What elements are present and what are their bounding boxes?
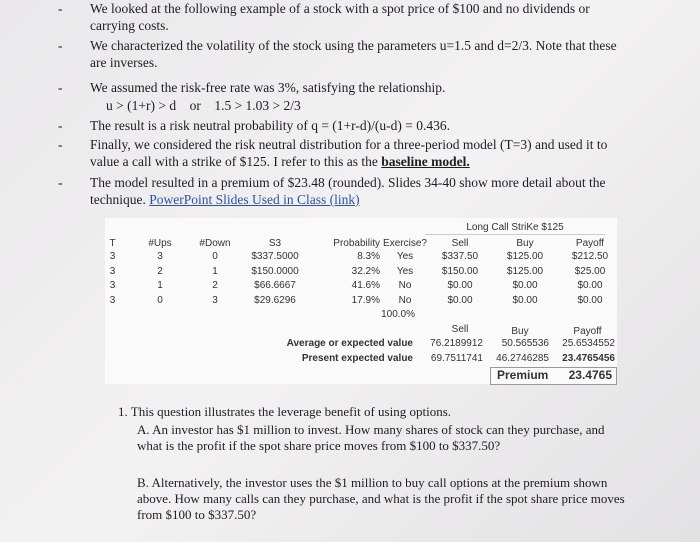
sum-header-payoff: Payoff	[573, 326, 602, 337]
table-cell: 1	[157, 280, 163, 291]
column-header: Exercise?	[383, 238, 427, 249]
column-header: T	[109, 238, 116, 249]
call-valuation-table	[105, 218, 617, 384]
table-cell: $337.50	[441, 251, 479, 262]
bullet-3: - We assumed the risk-free rate was 3%, satisfying the relationship.	[90, 79, 635, 96]
table-cell: 0	[212, 251, 218, 262]
bullet-2: - We characterized the volatility of the stock using the parameters u=1.5 and d=2/3. Note that these are inverses.	[90, 37, 635, 71]
table-cell: $29.6296	[254, 294, 296, 306]
table-cell: 8.3%	[357, 251, 380, 262]
avg-payoff: 25.6534552	[562, 338, 615, 349]
avg-sell: 76.2189912	[430, 338, 483, 349]
table-cell: 0	[157, 294, 163, 306]
pv-payoff: 23.4765456	[562, 353, 615, 364]
table-cell: 3	[109, 251, 116, 262]
bullet-4: - The result is a risk neutral probability of q = (1+r-d)/(u-d) = 0.436.	[90, 117, 635, 134]
table-cell: No	[398, 280, 412, 291]
question-a: A. An investor has $1 million to invest. How many shares of stock can they purchase, and what is the profit if the spot share price moves from $100 to $337.50?	[137, 422, 605, 453]
table-cell: $0.00	[447, 280, 473, 291]
table-cell: $150.00	[441, 265, 479, 277]
baseline-model-term: baseline model.	[381, 154, 470, 169]
slides-link[interactable]: PowerPoint Slides Used in Class (link)	[149, 192, 360, 207]
table-cell: 2	[157, 265, 163, 277]
table-cell: $0.00	[577, 280, 603, 291]
table-cell: 3	[109, 294, 116, 306]
prob-total: 100.0%	[381, 309, 415, 320]
table-cell: No	[398, 294, 412, 306]
avg-buy: 50.565536	[501, 338, 549, 349]
bullet-5	[90, 136, 635, 170]
table-cell: $0.00	[577, 294, 603, 306]
table-cell: 2	[212, 280, 218, 291]
column-header: #Down	[199, 238, 231, 249]
pv-sell: 69.7511741	[430, 353, 483, 364]
table-cell: $25.00	[574, 265, 606, 277]
question-intro: 1. This question illustrates the leverage benefit of using options.	[118, 404, 452, 419]
premium-box	[490, 367, 617, 385]
pv-buy: 46.2746285	[496, 353, 549, 364]
bullet-6-text: The model resulted in a premium of $23.48 (rounded). Slides 34-40 show more detail about the technique.	[90, 175, 606, 207]
avg-label: Average or expected value	[286, 338, 413, 349]
bullet-5-text: Finally, we considered the risk neutral distribution for a three-period model (T=3) and used it to value a call with a strike of $125. I refer to this as the	[90, 137, 608, 169]
column-header: #Ups	[148, 238, 172, 249]
table-cell: 3	[109, 280, 116, 291]
table-cell: $0.00	[512, 294, 538, 306]
table-cell: 41.6%	[351, 280, 380, 291]
table-cell: 17.9%	[351, 294, 380, 306]
column-header: Payoff	[575, 238, 605, 249]
column-header: Buy	[516, 238, 534, 249]
table-cell: $0.00	[512, 280, 538, 291]
table-cell: $66.6667	[254, 280, 296, 291]
column-header: Probability	[333, 238, 380, 249]
table-cell: $125.00	[506, 265, 544, 277]
table-cell: 3	[157, 251, 163, 262]
column-header: S3	[268, 238, 282, 249]
table-cell: $337.5000	[251, 251, 299, 262]
premium-label: Premium	[497, 368, 549, 382]
table-cell: $150.0000	[251, 265, 299, 277]
table-cell: 32.2%	[351, 265, 380, 277]
question-b: B. Alternatively, the investor uses the $1 million to buy call options at the premium shown above. How many calls can they purchase, and what is the profit if the spot share price moves from $100 to $337.50?	[137, 475, 625, 522]
bullet-6	[90, 174, 635, 208]
table-cell: Yes	[396, 251, 414, 262]
bullet-1: - We looked at the following example of a stock with a spot price of $100 and no dividends or carrying costs.	[90, 0, 635, 34]
table-cell: 3	[109, 265, 116, 277]
table-cell: $212.50	[571, 251, 609, 262]
table-cell: Yes	[396, 265, 414, 277]
pv-label: Present expected value	[301, 353, 413, 364]
group-header: Long Call StriKe $125	[425, 222, 605, 235]
premium-value: 23.4765	[568, 368, 612, 382]
column-header: Sell	[451, 238, 469, 249]
table-cell: $125.00	[506, 251, 544, 262]
inequality: u > (1+r) > d or 1.5 > 1.03 > 2/3	[106, 98, 301, 113]
table-cell: 1	[212, 265, 218, 277]
sum-header-sell: Sell	[451, 324, 469, 335]
sum-header-buy: Buy	[511, 326, 529, 337]
table-cell: 3	[212, 294, 218, 306]
table-cell: $0.00	[447, 294, 473, 306]
